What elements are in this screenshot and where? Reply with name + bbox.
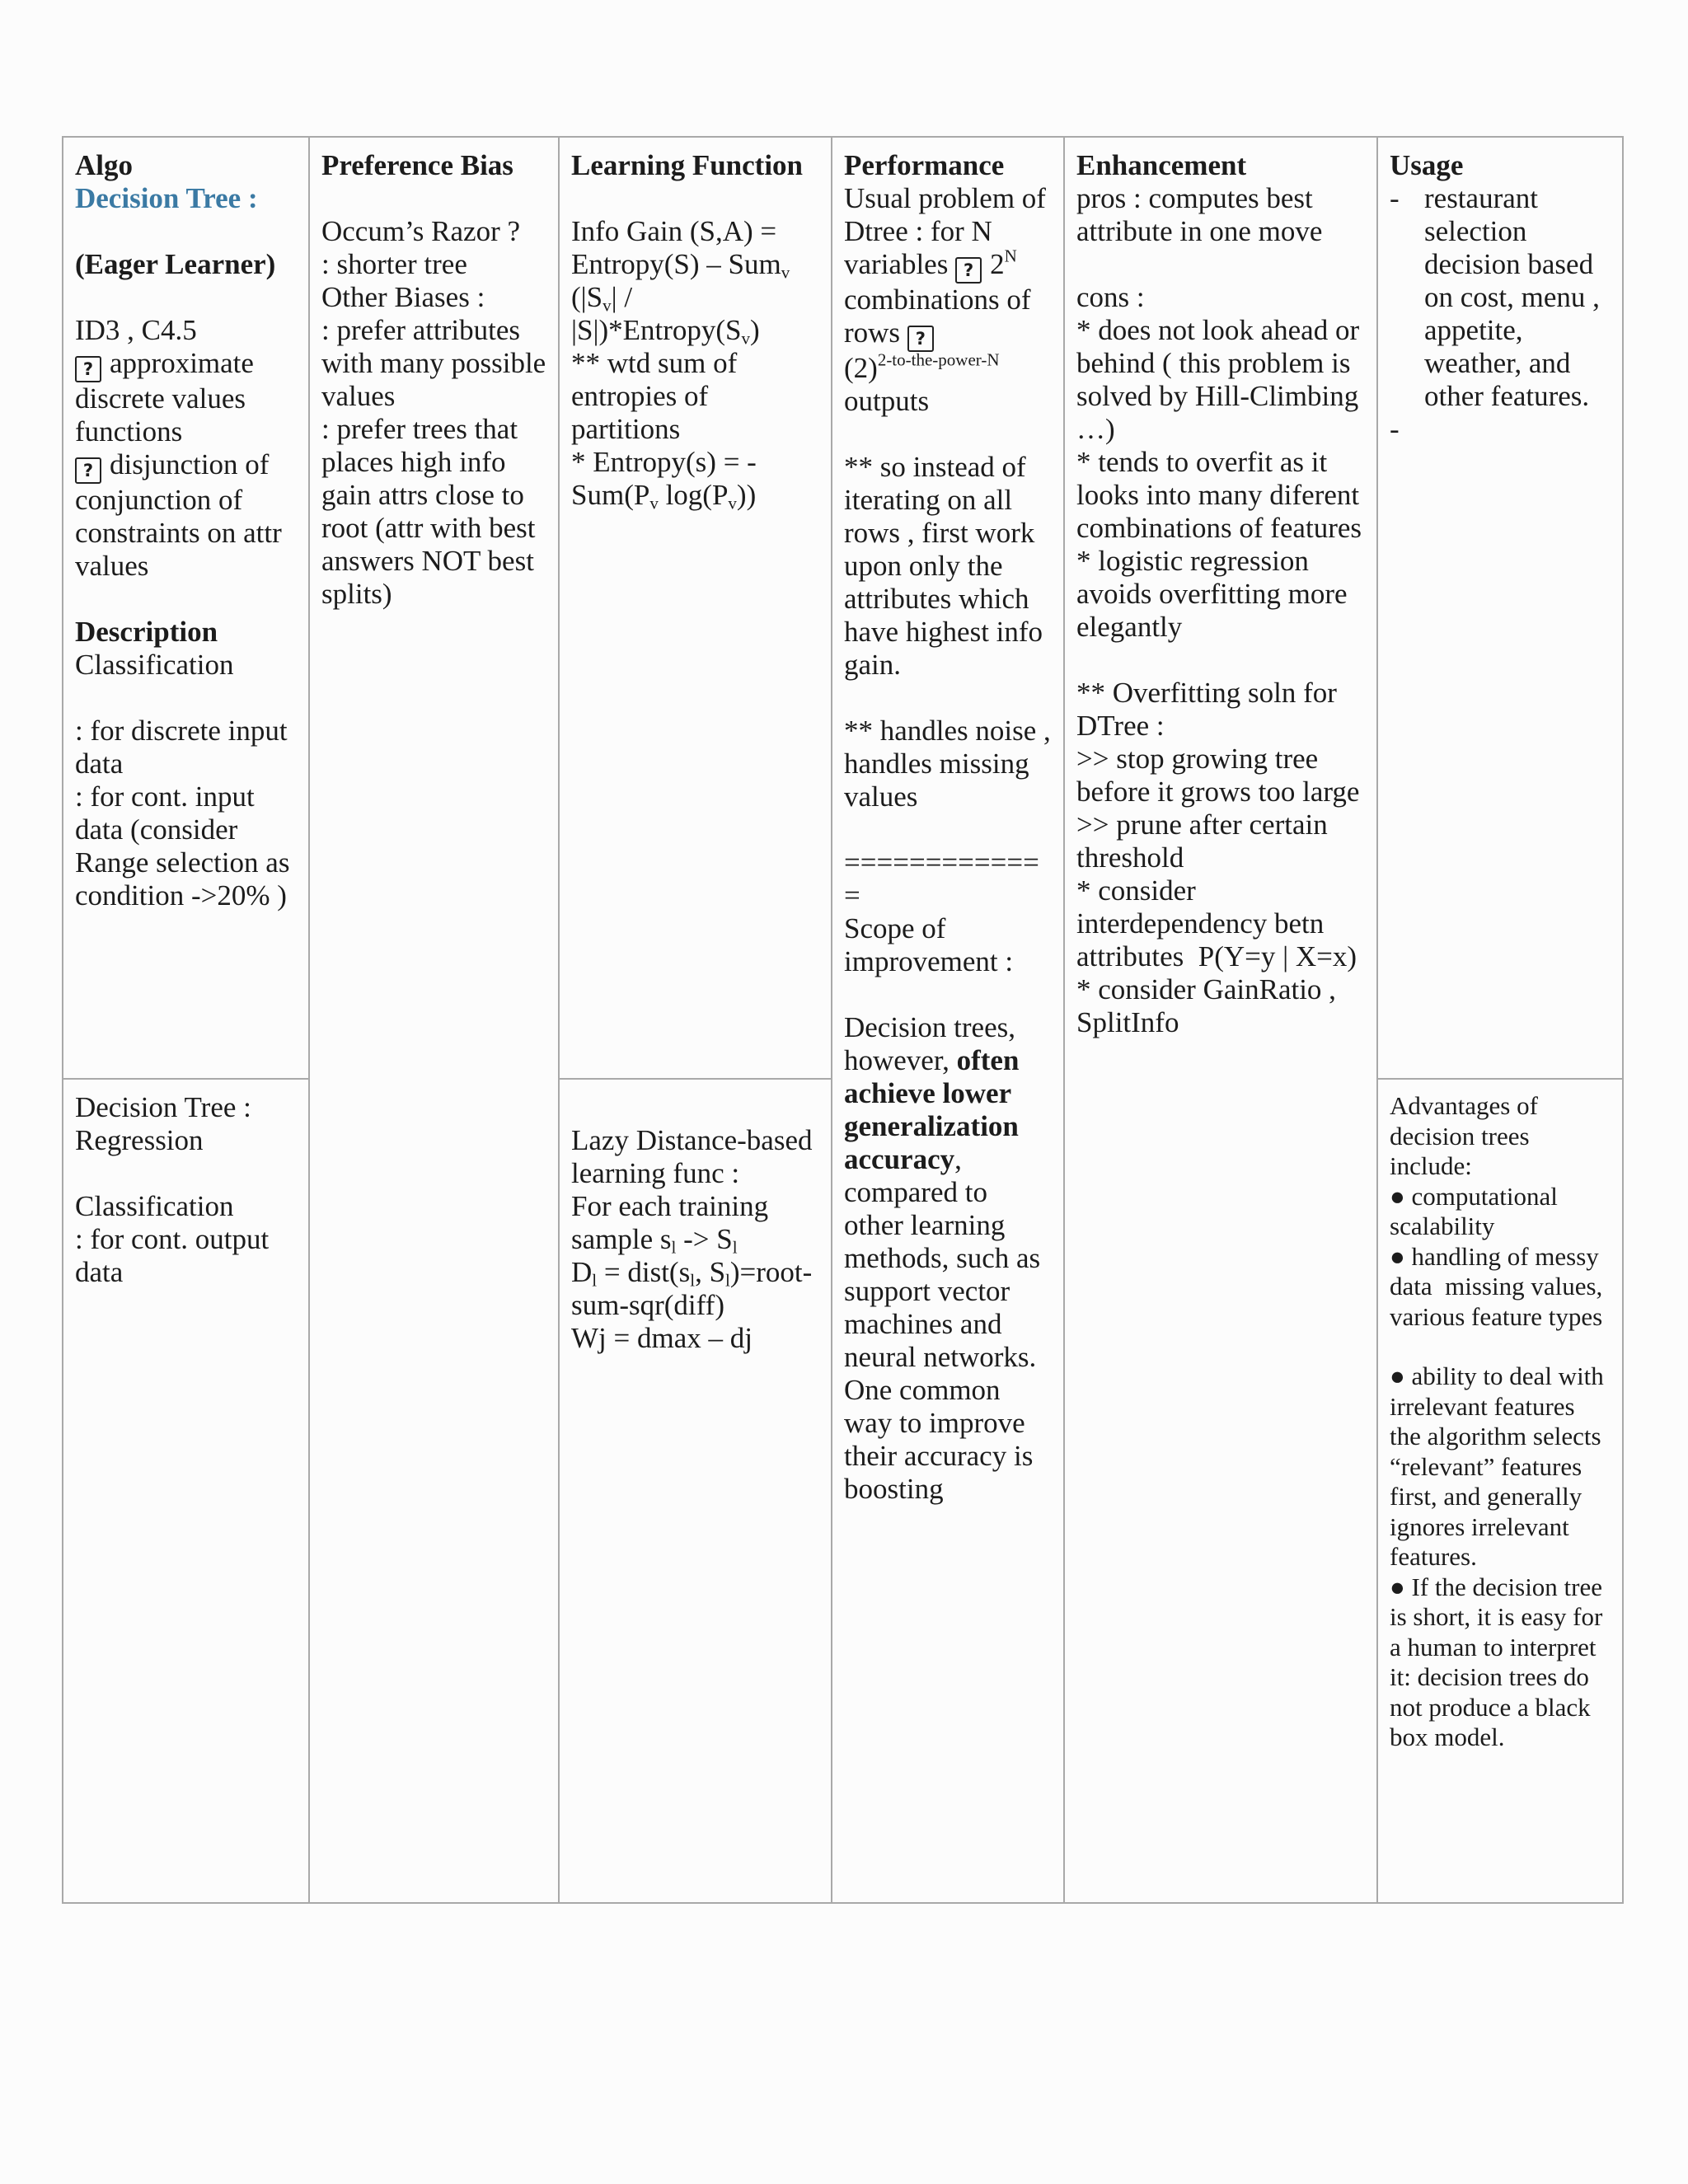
advantage-messy-data: ● handling of messy data missing values, various feature types [1390,1241,1610,1331]
algo-header: Algo [75,149,133,181]
cons-lookahead: * does not look ahead or behind ( this problem is solved by Hill-Climbing …) [1076,314,1367,445]
gain-ratio-note: * consider GainRatio , SplitInfo [1076,973,1343,1038]
so-instead-note: ** so instead of iterating on all rows , first work upon only the attributes which have highest info gain. [844,451,1050,681]
scope-of-improvement: Scope of improvement : [844,912,1014,977]
preference-bias-header: Preference Bias [321,149,513,181]
enhancement-cell [1064,137,1377,1903]
advantage-scalability: ● computational scalability [1390,1181,1564,1240]
usual-problem: Usual problem of Dtree : for N variables ? $2^N$ combinations of rows ? $(2)^{2-to-the-power-N}$ outputs [844,182,1053,417]
missing-glyph-icon: ? [75,356,101,382]
lazy-weight: Wj = dmax – dj [571,1322,753,1354]
usage-header: Usage [1390,149,1464,181]
missing-glyph-icon: ? [907,326,934,352]
logistic-regression-note: * logistic regression avoids overfitting more elegantly [1076,545,1355,643]
usage-item: - restaurant selection decision based on cost, menu , appetite, weather, and other features. [1390,182,1600,412]
cons-overfit: * tends to overfit as it looks into many diferent combinations of features [1076,446,1367,544]
handles-noise-note: ** handles noise , handles missing values [844,715,1058,813]
performance-header: Performance [844,149,1005,181]
overfitting-solution: ** Overfitting soln for DTree : [1076,677,1344,742]
usage-item-empty: - [1390,413,1400,445]
missing-glyph-icon: ? [955,257,982,284]
eager-learner-label: (Eager Learner) [75,248,276,280]
algo-name: Decision Tree : [75,182,258,214]
advantages-cell [1377,1079,1623,1903]
lazy-intro: Lazy Distance-based learning func : [571,1124,820,1189]
enhancement-pros: pros : computes best attribute in one move [1076,182,1323,247]
description-label: Description [75,616,218,648]
enhancement-cons: cons : [1076,281,1145,313]
weighted-sum-note: ** wtd sum of entropies of partitions [571,347,744,445]
shorter-tree: : shorter tree [321,248,467,280]
advantage-irrelevant-features: ● ability to deal with irrelevant features the algorithm selects “relevant” features first, and generally ignores irrelevant features. [1390,1361,1611,1571]
enhancement-header: Enhancement [1076,149,1247,181]
discrete-input-note: : for discrete input data [75,715,295,780]
algo-bullet-disjunction: ? disjunction of conjunction of constraints on attr values [75,448,289,582]
lazy-sample: For each training sample $s_l -> S_l$ [571,1190,776,1258]
algo-cell [63,137,309,1079]
learning-function-cell [559,137,832,1079]
other-biases: Other Biases : [321,281,485,313]
prune-threshold: >> prune after certain threshold [1076,808,1335,874]
regression-classification: Classification [75,1190,234,1222]
regression-cell [63,1079,309,1903]
missing-glyph-icon: ? [75,457,101,484]
learning-function-header: Learning Function [571,149,804,181]
usage-cell [1377,137,1623,1079]
regression-title: Decision Tree : Regression [75,1091,259,1156]
info-gain-formula: Info Gain (S,A) = Entropy(S) – Sum$_v$ ($|S_v|$ / $|S|)*Entropy(S_v)$ [571,215,790,349]
regression-output-note: : for cont. output data [75,1223,276,1288]
description-value: Classification [75,649,234,681]
entropy-formula: * Entropy(s) = $-Sum(P_v$ $\log(P_v)$) [571,446,757,513]
algo-bullet-approximate: ? approximate discrete values functions [75,347,261,448]
continuous-input-note: : for cont. input data (consider Range selection as condition ->20% ) [75,780,298,912]
notes-table [62,136,1624,1904]
prefer-attributes: : prefer attributes with many possible values [321,314,553,412]
preference-bias-cell [309,137,559,1903]
decision-trees-accuracy: Decision trees, however, often achieve lower generalization accuracy, compared to other learning methods, such as support vector machines and neural networks. One common way to improve their accuracy is boosting [844,1011,1048,1505]
algo-variants: ID3 , C4.5 [75,314,197,346]
advantages-intro: Advantages of decision trees include: [1390,1091,1545,1180]
occam-razor: Occum’s Razor ? [321,215,521,247]
advantage-interpretable: ● If the decision tree is short, it is easy for a human to interpret it: decision trees do not produce a black box model. [1390,1572,1610,1751]
lazy-distance: $D_l$ = $dist(s_l$, $S_l)=root-sum-sqr(diff)$ [571,1256,813,1321]
lazy-learning-cell [559,1079,832,1903]
prefer-trees: : prefer trees that places high info gain attrs close to root (attr with best answers NOT best splits) [321,413,543,610]
divider-line: ============ = [844,846,1047,912]
stop-growing: >> stop growing tree before it grows too large [1076,743,1360,808]
performance-cell [832,137,1064,1903]
interdependency-note: * consider interdependency betn attributes P(Y=y | X=x) [1076,874,1357,972]
